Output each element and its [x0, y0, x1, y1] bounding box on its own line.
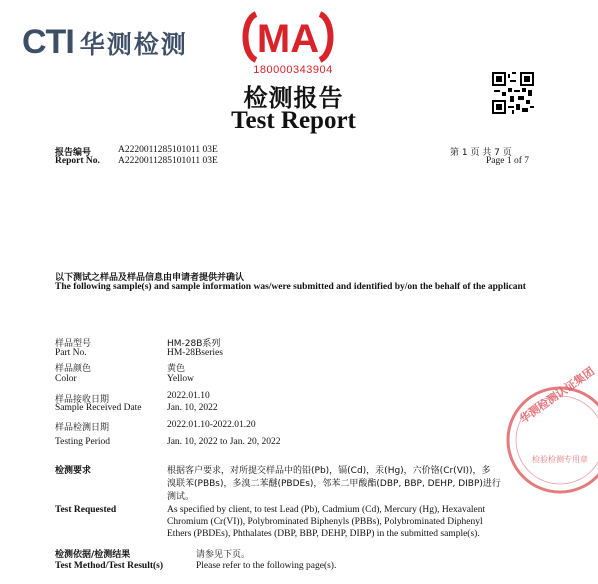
notice-cn: 以下测试之样品及样品信息由申请者提供并确认 — [55, 273, 245, 283]
received-value-en: Jan. 10, 2022 — [167, 403, 218, 413]
period-value-cn: 2022.01.10-2022.01.20 — [167, 420, 256, 430]
received-label-en: Sample Received Date — [55, 403, 142, 413]
period-label-en: Testing Period — [55, 437, 111, 447]
requirements-text-en-3: Ethers (PBDEs), Phthalates (DBP, BBP, DEHP, DIBP) in the submitted sample(s). — [167, 529, 480, 539]
received-value-cn: 2022.01.10 — [167, 391, 210, 401]
model-value-cn: HM-28B系列 — [167, 339, 221, 349]
page-indicator-cn: 第 1 页 共 7 页 — [450, 148, 512, 158]
model-label-en: Part No. — [55, 348, 87, 358]
cma-seal-icon — [240, 10, 336, 64]
report-no-label-en: Report No. — [55, 156, 100, 166]
color-value-en: Yellow — [167, 374, 195, 384]
cti-logo-mark: CTI — [22, 23, 74, 61]
model-value-en: HM-28Bseries — [167, 348, 223, 358]
method-value-en: Please refer to the following page(s). — [196, 561, 337, 571]
cti-logo-cn: 华测检测 — [79, 29, 188, 59]
cma-mark-text: MA — [256, 17, 320, 61]
method-label-en: Test Method/Test Result(s) — [55, 561, 164, 571]
report-no-value-en: A2220011285101011 03E — [118, 156, 218, 166]
received-label-cn: 样品接收日期 — [55, 395, 110, 405]
color-label-cn: 样品颜色 — [55, 364, 92, 374]
requirements-text-en-2: Chromium (Cr(VI)), Polybrominated Biphenyls (PBBs), Polybrominated Diphenyl — [167, 517, 483, 527]
model-label-cn: 样品型号 — [55, 339, 92, 349]
requirements-text-en-1: As specified by client, to test Lead (Pb), Cadmium (Cd), Mercury (Hg), Hexavalent — [167, 505, 486, 515]
report-no-label-cn: 报告编号 — [55, 148, 92, 158]
requirements-text-cn-2: 溴联苯(PBBs)，多溴二苯醚(PBDEs)，邻苯二甲酸酯(DBP, BBP, DEHP, DIBP)进行 — [167, 479, 501, 489]
requirements-text-cn-1: 根据客户要求，对所提交样品中的铅(Pb)，镉(Cd)，汞(Hg)，六价铬(Cr(VI))，多 — [167, 466, 491, 476]
report-no-value: A2220011285101011 03E — [118, 145, 218, 155]
requirements-label-en: Test Requested — [55, 505, 117, 515]
method-value-cn: 请参见下页。 — [196, 550, 251, 560]
notice-en: The following sample(s) and sample information was/were submitted and identified by/on the behalf of the applicant — [55, 282, 526, 292]
stamp-sub: 检验检测专用章 — [532, 455, 588, 464]
page-indicator-en: Page 1 of 7 — [486, 156, 530, 166]
cti-logo — [22, 23, 188, 62]
stamp-text: 华测检测认证集团 — [517, 364, 597, 426]
report-title-en: Test Report — [231, 107, 356, 134]
requirements-text-cn-3: 测试。 — [167, 492, 195, 502]
period-label-cn: 样品检测日期 — [55, 423, 110, 433]
color-label-en: Color — [55, 374, 77, 384]
period-value-en: Jan. 10, 2022 to Jan. 20, 2022 — [167, 437, 281, 447]
cma-number: 180000343904 — [253, 64, 333, 76]
method-label-cn: 检测依据/检测结果 — [55, 550, 131, 560]
requirements-label-cn: 检测要求 — [55, 466, 92, 476]
color-value-cn: 黄色 — [167, 364, 186, 374]
official-stamp-icon — [498, 364, 598, 500]
report-title-cn: 检测报告 — [243, 84, 344, 112]
